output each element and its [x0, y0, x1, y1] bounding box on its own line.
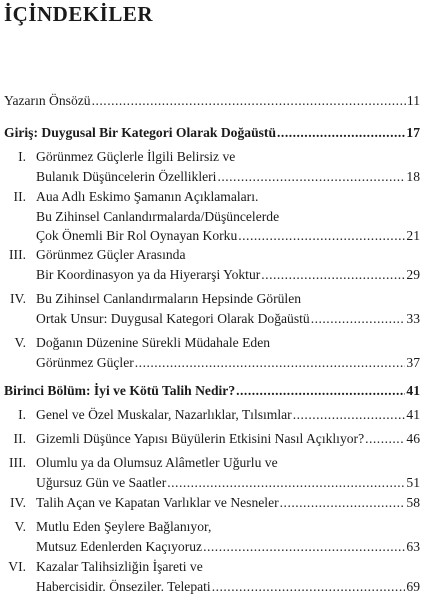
toc-numeral: IV.: [10, 495, 26, 510]
page-number: 21: [406, 228, 420, 243]
toc-entry-title: Çok Önemli Bir Rol Oynayan Korku: [36, 228, 238, 243]
dot-leader: [212, 578, 406, 596]
toc-entry-title: Uğursuz Gün ve Saatler: [36, 474, 167, 490]
toc-entry-title: Görünmez Güçler: [36, 354, 134, 370]
dot-leader: [92, 92, 406, 110]
page-number: 29: [406, 266, 420, 282]
toc-entry-title: Görünmez Güçler Arasında: [36, 247, 186, 262]
toc-numeral: III.: [9, 455, 26, 470]
page-number: 33: [406, 310, 420, 326]
dot-leader: [277, 124, 405, 142]
toc-numeral: VI.: [8, 559, 26, 574]
page-number: 41: [406, 383, 420, 398]
dot-leader: [217, 168, 405, 186]
toc-entry-title: Aua Adlı Eskimo Şamanın Açıklamaları.: [36, 189, 259, 204]
toc-numeral: II.: [13, 431, 26, 446]
dot-leader: [311, 310, 406, 328]
dot-leader: [261, 266, 405, 284]
dot-leader: [293, 406, 406, 424]
toc-numeral: V.: [14, 335, 26, 350]
toc-entry-title: Giriş: Duygusal Bir Kategori Olarak Doğaüstü: [4, 125, 277, 140]
toc-entry-title: Bir Koordinasyon ya da Hiyerarşi Yoktur: [36, 266, 261, 282]
page-number: 51: [406, 474, 420, 490]
toc-entry-title: Mutsuz Edenlerden Kaçıyoruz: [36, 538, 203, 554]
dot-leader: [167, 474, 405, 492]
page-number: 37: [406, 354, 420, 370]
toc-numeral: III.: [9, 247, 26, 262]
toc-entry-title: Bulanık Düşüncelerin Özellikleri: [36, 168, 217, 184]
toc-numeral: II.: [13, 189, 26, 204]
page-number: 41: [406, 407, 420, 422]
toc-entry-title: Genel ve Özel Muskalar, Nazarlıklar, Tılsımlar: [36, 407, 292, 422]
page-number: 17: [406, 125, 420, 140]
toc-entry-title: Kazalar Talihsizliğin İşareti ve: [36, 559, 203, 574]
toc-numeral: V.: [14, 519, 26, 534]
toc-entry-title: Görünmez Güçlerle İlgili Belirsiz ve: [36, 149, 236, 164]
dot-leader: [280, 494, 406, 512]
page-number: 18: [406, 168, 420, 184]
toc-entry-title: Ortak Unsur: Duygusal Kategori Olarak Doğaüstü: [36, 310, 310, 326]
page-number: 58: [406, 495, 420, 510]
dot-leader: [365, 430, 405, 448]
toc-numeral: I.: [18, 149, 26, 164]
toc-entry-title: Yazarın Önsözü: [4, 93, 91, 108]
page-number: 46: [406, 431, 420, 446]
toc-numeral: I.: [18, 407, 26, 422]
toc-entry-title: Talih Açan ve Kapatan Varlıklar ve Nesneler: [36, 495, 279, 510]
dot-leader: [203, 538, 405, 556]
dot-leader: [238, 227, 405, 245]
dot-leader: [236, 382, 405, 400]
toc-entry-title: Mutlu Eden Şeylere Bağlanıyor,: [36, 519, 212, 534]
toc-numeral: IV.: [10, 291, 26, 306]
toc-entry-title: Gizemli Düşünce Yapısı Büyülerin Etkisini Nasıl Açıklıyor?: [36, 431, 365, 446]
page-number: 69: [406, 578, 420, 594]
toc-entry-title: Habercisidir. Önseziler. Telepati: [36, 578, 211, 594]
dot-leader: [135, 354, 406, 372]
toc-entry-title: Olumlu ya da Olumsuz Alâmetler Uğurlu ve: [36, 455, 278, 470]
toc-entry-title: Bu Zihinsel Canlandırmalarda/Düşüncelerde: [36, 208, 280, 224]
page-number: 63: [406, 538, 420, 554]
toc-entry-title: Bu Zihinsel Canlandırmaların Hepsinde Görülen: [36, 291, 302, 306]
page-number: 11: [406, 93, 420, 108]
toc-entry-title: Doğanın Düzenine Sürekli Müdahale Eden: [36, 335, 271, 350]
toc-entry-title: Birinci Bölüm: İyi ve Kötü Talih Nedir?: [4, 383, 236, 398]
page-title: İÇİNDEKİLER: [4, 2, 154, 26]
